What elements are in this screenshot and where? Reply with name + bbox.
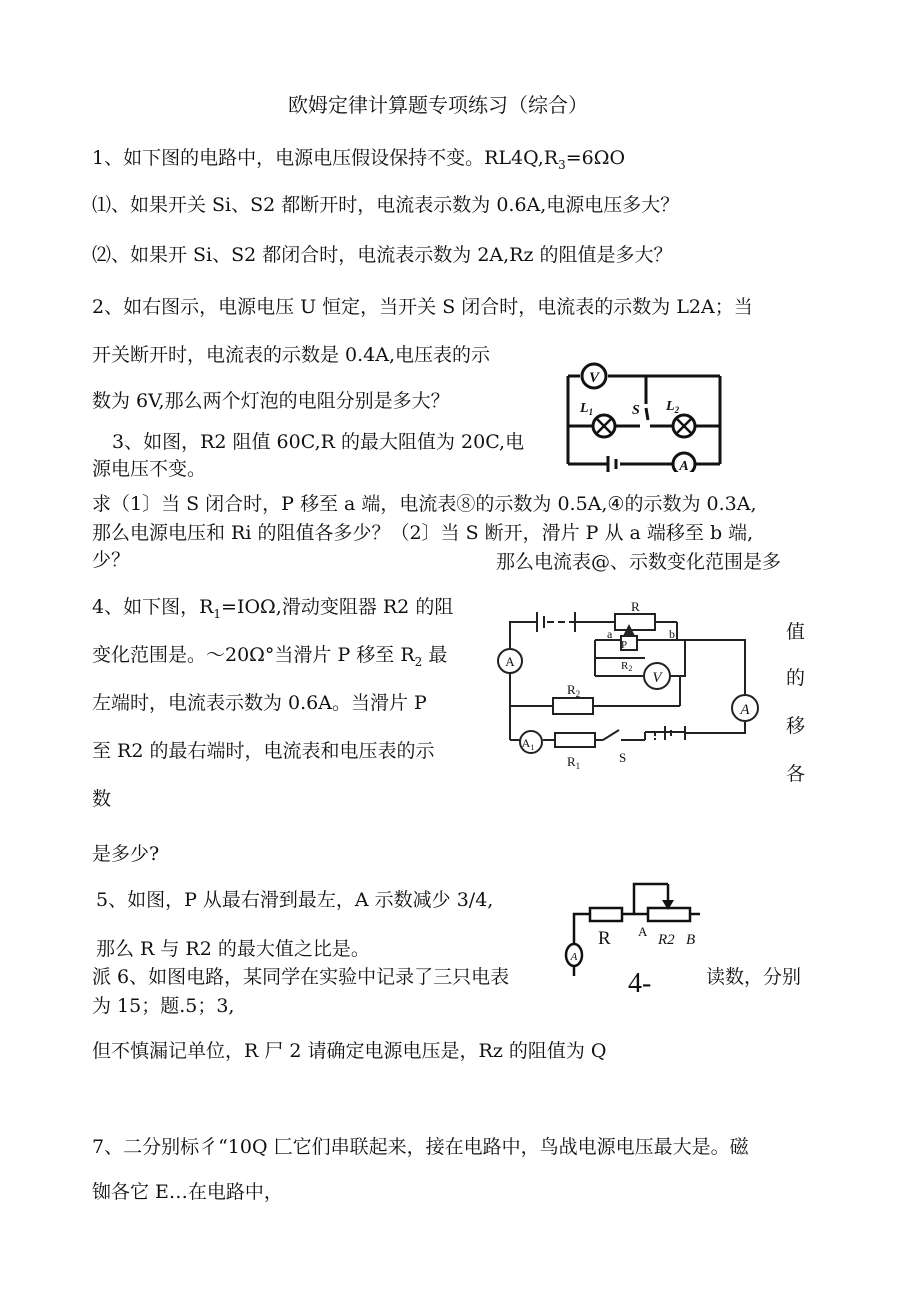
q7-line2: 铷各它 E…在电路中， — [92, 1181, 283, 1203]
svg-text:b: b — [669, 627, 675, 641]
q3-line3: 求（1〕当 S 闭合时，P 移至 a 端，电流表⑧的示数为 0.5A,④的示数为 0.3A, — [92, 493, 757, 515]
q4-line3: 左端时，电流表示数为 0.6A。当滑片 P — [92, 692, 427, 714]
svg-text:S: S — [632, 403, 640, 418]
svg-text:R2: R2 — [621, 660, 633, 673]
q1-line2: ⑴、如果开关 Si、S2 都断开时，电流表示数为 0.6A,电源电压多大？ — [92, 194, 680, 216]
q6-line1b: 读数，分别 — [706, 966, 802, 988]
svg-text:P: P — [621, 639, 628, 651]
q4-side-char-2: 的 — [786, 667, 806, 689]
q1-line3: ⑵、如果开 Si、S2 都闭合时，电流表示数为 2A,Rz 的阻值是多大？ — [92, 244, 673, 266]
q5-line2: 那么 R 与 R2 的最大值之比是。 — [96, 938, 370, 960]
q3-line5b: 少？ — [92, 549, 131, 571]
svg-text:a: a — [607, 627, 613, 641]
q3-line2: 源电压不变。 — [92, 458, 207, 480]
svg-text:A: A — [505, 654, 515, 669]
svg-text:B: B — [686, 932, 696, 948]
svg-text:R2: R2 — [658, 932, 675, 948]
svg-text:A: A — [679, 459, 689, 472]
q6-line1a: 派 6、如图电路，某同学在实验中记录了三只电表 — [92, 966, 510, 988]
q4-side-char-3: 移 — [786, 715, 806, 737]
svg-text:R: R — [631, 600, 640, 614]
q4-line1: 4、如下图，$R_1=IO\Omega$,滑动变阻器 R2 的阻 — [92, 596, 454, 621]
q2-line3: 数为 6V,那么两个灯泡的电阻分别是多大？ — [92, 390, 450, 412]
q4-side-char-1: 值 — [786, 621, 806, 643]
svg-text:S: S — [619, 750, 627, 765]
q2-circuit-diagram — [560, 360, 732, 472]
q6-line3: 但不慎漏记单位，R 尸 2 请确定电源电压是，Rz 的阻值为 Q — [92, 1040, 607, 1062]
q5-circuit-diagram — [558, 878, 708, 998]
q2-line1: 2、如右图示，电源电压 U 恒定，当开关 S 闭合时，电流表的示数为 L2A；当 — [92, 296, 753, 318]
lamp-l2-icon — [673, 415, 695, 437]
q3-line1: 3、如图，R2 阻值 60C,R 的最大阻值为 20C,电 — [112, 431, 525, 453]
svg-text:A: A — [570, 951, 578, 963]
q4-line2: 变化范围是。～20Ω°当滑片 P 移至 $R_2$ 最 — [92, 644, 448, 669]
q4-circuit-diagram — [495, 600, 770, 770]
svg-text:A: A — [638, 924, 648, 939]
q4-line5: 数 — [92, 788, 112, 810]
svg-text:R2: $R_2$ — [567, 682, 581, 699]
q2-line2: 开关断开时，电流表的示数是 0.4A,电压表的示 — [92, 344, 491, 366]
svg-text:4-: 4- — [628, 968, 652, 998]
q5-line1: 5、如图，P 从最右滑到最左，A 示数减少 3/4, — [96, 889, 494, 911]
svg-text:L2: $L_2$ — [666, 399, 680, 415]
svg-text:L1: $L_1$ — [580, 401, 594, 417]
q3-line4: 那么电源电压和 Ri 的阻值各多少？（2〕当 S 断开，滑片 P 从 a 端移至 b 端, — [92, 522, 754, 544]
q4-line4: 至 R2 的最右端时，电流表和电压表的示 — [92, 740, 435, 762]
svg-text:R: R — [598, 928, 611, 949]
svg-text:V: V — [652, 670, 662, 686]
q4-side-char-4: 各 — [786, 763, 806, 785]
svg-text:V: V — [588, 370, 600, 386]
lamp-l1-icon — [593, 415, 615, 437]
page-title: 欧姆定律计算题专项练习（综合） — [288, 93, 588, 117]
q4-line6: 是多少? — [92, 843, 160, 865]
svg-text:R1: $R_1$ — [567, 754, 581, 770]
svg-text:A1: $A_1$ — [521, 736, 535, 752]
q3-line5a: 那么电流表@、示数变化范围是多 — [496, 551, 782, 573]
q1-line1: 1、如下图的电路中，电源电压假设保持不变。$RL4Q,R_3=6\Omega O$ — [92, 147, 626, 172]
q6-line2: 为 15；题.5；3, — [92, 995, 235, 1017]
svg-text:A: A — [740, 702, 750, 718]
q7-line1: 7、二分别标彳“10Q 匚它们串联起来，接在电路中，鸟战电源电压最大是。磁 — [92, 1136, 749, 1158]
